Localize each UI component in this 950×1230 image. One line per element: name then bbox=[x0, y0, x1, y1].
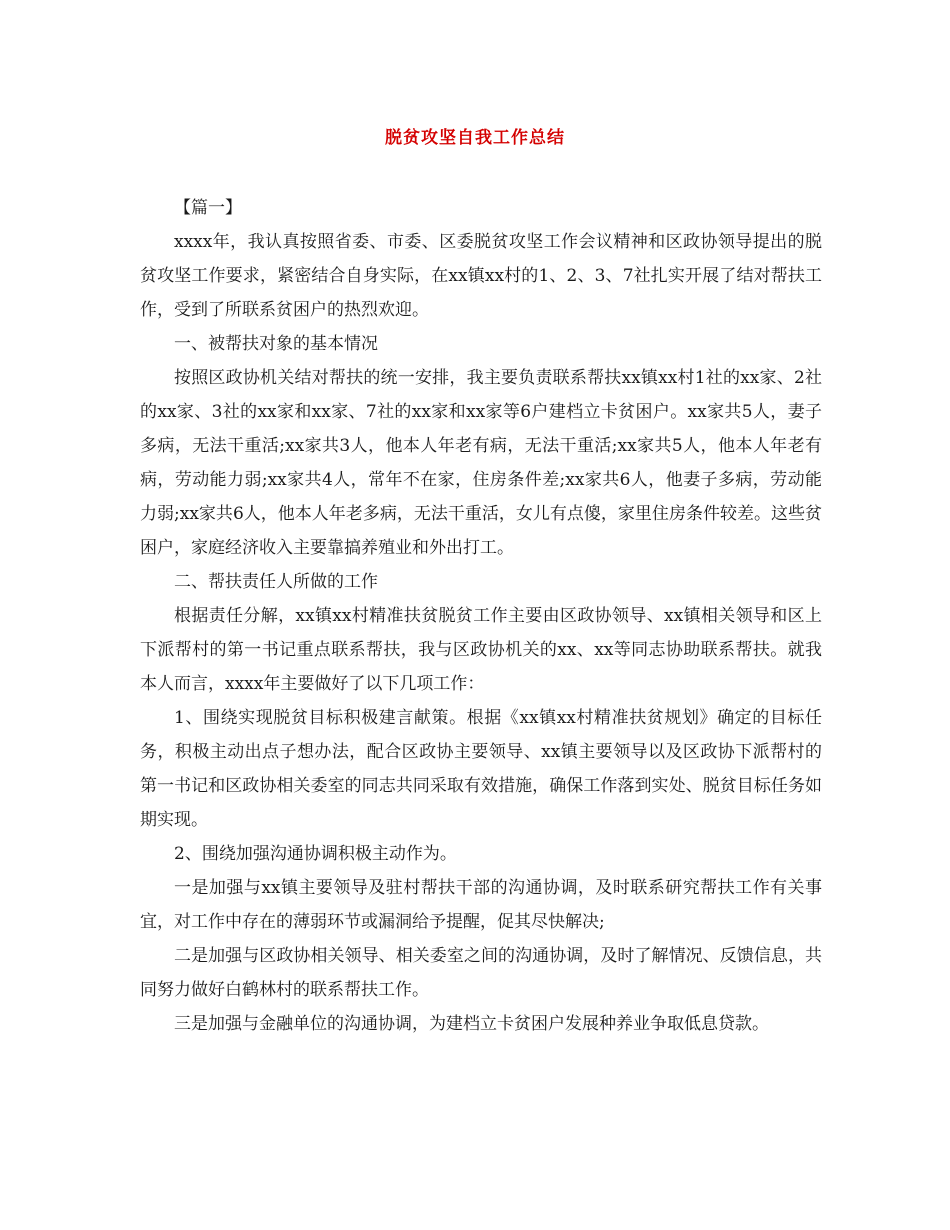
paragraph-basic-situation: 按照区政协机关结对帮扶的统一安排，我主要负责联系帮扶xx镇xx村1社的xx家、2社的xx家、3社的xx家和xx家、7社的xx家和xx家等6户建档立卡贫困户。xx家共5人，妻子多病，无法干重活;xx家共3人，他本人年老有病，无法干重活;xx家共5人，他本人年老有病，劳动能力弱;xx家共4人，常年不在家，住房条件差;xx家共6人，他妻子多病，劳动能力弱;xx家共6人，他本人年老多病，无法干重活，女儿有点傻，家里住房条件较差。这些贫困户，家庭经济收入主要靠搞养殖业和外出打工。 bbox=[140, 368, 822, 558]
paragraph-item-1: 1、围绕实现脱贫目标积极建言献策。根据《xx镇xx村精准扶贫规划》确定的目标任务，积极主动出点子想办法，配合区政协主要领导、xx镇主要领导以及区政协下派帮村的第一书记和区政协相关委室的同志共同采取有效措施，确保工作落到实处、脱贫目标任务如期实现。 bbox=[140, 708, 822, 830]
heading-basic-situation: 一、被帮扶对象的基本情况 bbox=[174, 334, 378, 354]
paragraph-item-2c: 三是加强与金融单位的沟通协调，为建档立卡贫困户发展种养业争取低息贷款。 bbox=[174, 1014, 769, 1034]
paragraph-item-2: 2、围绕加强沟通协调积极主动作为。 bbox=[174, 844, 457, 864]
paragraph-intro: xxxx年，我认真按照省委、市委、区委脱贫攻坚工作会议精神和区政协领导提出的脱贫攻坚工作要求，紧密结合自身实际，在xx镇xx村的1、2、3、7社扎实开展了结对帮扶工作，受到了所联系贫困户的热烈欢迎。 bbox=[140, 232, 822, 320]
paragraph-item-2a: 一是加强与xx镇主要领导及驻村帮扶干部的沟通协调，及时联系研究帮扶工作有关事宜，对工作中存在的薄弱环节或漏洞给予提醒，促其尽快解决; bbox=[140, 878, 822, 932]
paragraph-work-done: 根据责任分解，xx镇xx村精准扶贫脱贫工作主要由区政协领导、xx镇相关领导和区上下派帮村的第一书记重点联系帮扶，我与区政协机关的xx、xx等同志协助联系帮扶。就我本人而言，xxxx年主要做好了以下几项工作： bbox=[140, 606, 822, 694]
heading-work-done: 二、帮扶责任人所做的工作 bbox=[174, 572, 378, 592]
document-title: 脱贫攻坚自我工作总结 bbox=[385, 128, 565, 148]
paragraph-item-2b: 二是加强与区政协相关领导、相关委室之间的沟通协调，及时了解情况、反馈信息，共同努力做好白鹤林村的联系帮扶工作。 bbox=[140, 946, 822, 1000]
document-body bbox=[140, 191, 822, 1041]
section-label: 【篇一】 bbox=[174, 198, 242, 218]
